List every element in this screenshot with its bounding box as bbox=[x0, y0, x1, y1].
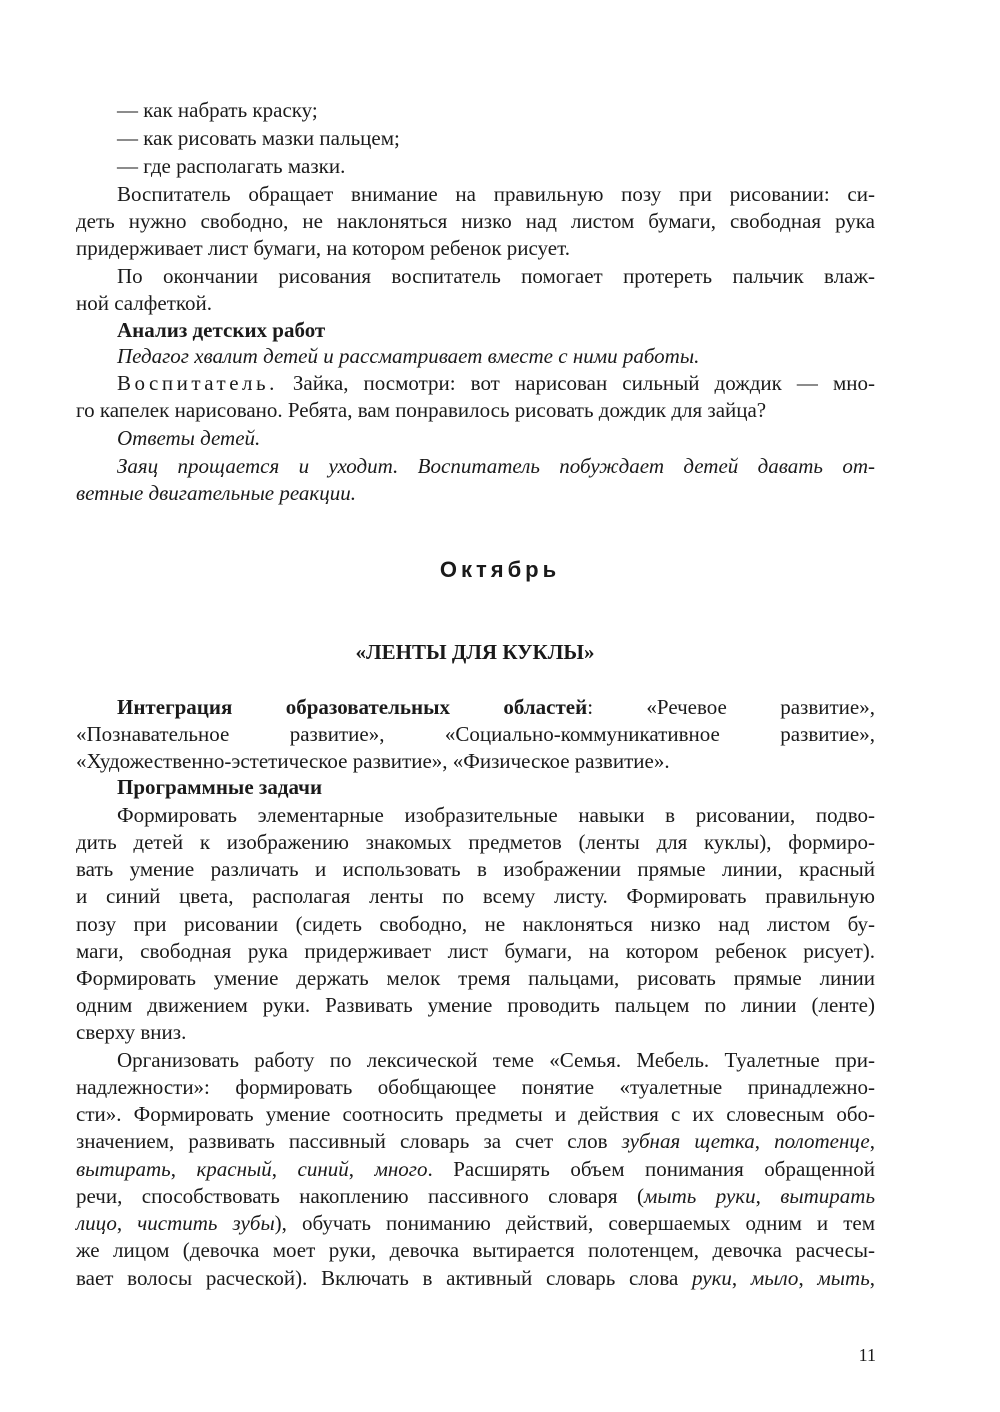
paragraph-line: позу при рисовании (сидеть свободно, не наклоняться низко над листом бу- bbox=[76, 912, 875, 936]
integration-line: Интеграция образовательных областей: «Речевое развитие», bbox=[117, 695, 875, 719]
list-item: — как рисовать мазки пальцем; bbox=[117, 126, 400, 150]
speech-text: Зайка, посмотри: вот нарисован сильный дождик — мно- bbox=[277, 371, 875, 395]
paragraph-line: вытирать, красный, синий, много. Расширять объем понимания обращенной bbox=[76, 1157, 875, 1181]
paragraph-line: деть нужно свободно, не наклоняться низко над листом бумаги, свободная рука bbox=[76, 209, 875, 233]
paragraph-line: придерживает лист бумаги, на котором ребенок рисует. bbox=[76, 236, 570, 260]
paragraph-line: «Художественно-эстетическое развитие», «Физическое развитие». bbox=[76, 749, 670, 773]
paragraph-line: маги, свободная рука придерживает лист бумаги, на котором ребенок рисует). bbox=[76, 939, 875, 963]
stage-direction: Педагог хвалит детей и рассматривает вместе с ними работы. bbox=[117, 344, 700, 368]
paragraph-line: одним движением руки. Развивать умение проводить пальцем по линии (ленте) bbox=[76, 993, 875, 1017]
list-item: — где располагать мазки. bbox=[117, 154, 346, 178]
paragraph-line: речи, способствовать накоплению пассивного словаря (мыть руки, вытирать bbox=[76, 1184, 876, 1208]
paragraph-line: вает волосы расческой). Включать в активный словарь слова руки, мыло, мыть, bbox=[76, 1266, 876, 1290]
paragraph-line: «Познавательное развитие», «Социально-коммуникативное развитие», bbox=[76, 722, 875, 746]
paragraph-line: лицо, чистить зубы), обучать пониманию действий, совершаемых одним и тем bbox=[76, 1211, 876, 1235]
paragraph-line: Воспитатель обращает внимание на правильную позу при рисовании: си- bbox=[117, 182, 875, 206]
stage-direction: Ответы детей. bbox=[117, 426, 261, 450]
paragraph-line: Формировать умение держать мелок тремя пальцами, рисовать прямые линии bbox=[76, 966, 875, 990]
paragraph-line: Формировать элементарные изобразительные навыки в рисовании, подво- bbox=[117, 803, 875, 827]
lesson-title: «ЛЕНТЫ ДЛЯ КУКЛЫ» bbox=[355, 640, 595, 664]
paragraph-line: дить детей к изображению знакомых предметов (ленты для куклы), формиро- bbox=[76, 830, 875, 854]
integration-label: Интеграция образовательных областей bbox=[117, 695, 588, 719]
analysis-heading: Анализ детских работ bbox=[117, 318, 326, 342]
paragraph-line: ной салфеткой. bbox=[76, 291, 213, 315]
month-heading: Октябрь bbox=[439, 557, 561, 582]
paragraph-line: сти». Формировать умение соотносить предметы и действия с их словесным обо- bbox=[76, 1102, 875, 1126]
paragraph-line: Организовать работу по лексической теме «Семья. Мебель. Туалетные при- bbox=[117, 1048, 875, 1072]
page-number: 11 bbox=[858, 1345, 876, 1365]
paragraph-line: вать умение различать и использовать в изображении прямые линии, красный bbox=[76, 857, 875, 881]
paragraph-line: значением, развивать пассивный словарь за счет слов зубная щетка, полотенце, bbox=[76, 1129, 875, 1153]
paragraph-line: же лицом (девочка моет руки, девочка вытирается полотенцем, девочка расчесы- bbox=[76, 1238, 875, 1262]
paragraph-line: го капелек нарисовано. Ребята, вам понравилось рисовать дождик для зайца? bbox=[76, 398, 767, 422]
paragraph-line: надлежности»: формировать обобщающее понятие «туалетные принадлежно- bbox=[76, 1075, 875, 1099]
speaker-label: Воспитатель. bbox=[117, 371, 278, 395]
stage-direction: Заяц прощается и уходит. Воспитатель побуждает детей давать от- bbox=[117, 454, 875, 478]
list-item: — как набрать краску; bbox=[117, 98, 318, 122]
tasks-heading: Программные задачи bbox=[117, 775, 323, 799]
educator-speech-line bbox=[117, 369, 875, 397]
stage-direction: ветные двигательные реакции. bbox=[76, 481, 356, 505]
paragraph-line: и синий цвета, располагая ленты по всему листу. Формировать правильную bbox=[76, 884, 875, 908]
paragraph-line: По окончании рисования воспитатель помогает протереть пальчик влаж- bbox=[117, 264, 875, 288]
paragraph-line: сверху вниз. bbox=[76, 1020, 187, 1044]
